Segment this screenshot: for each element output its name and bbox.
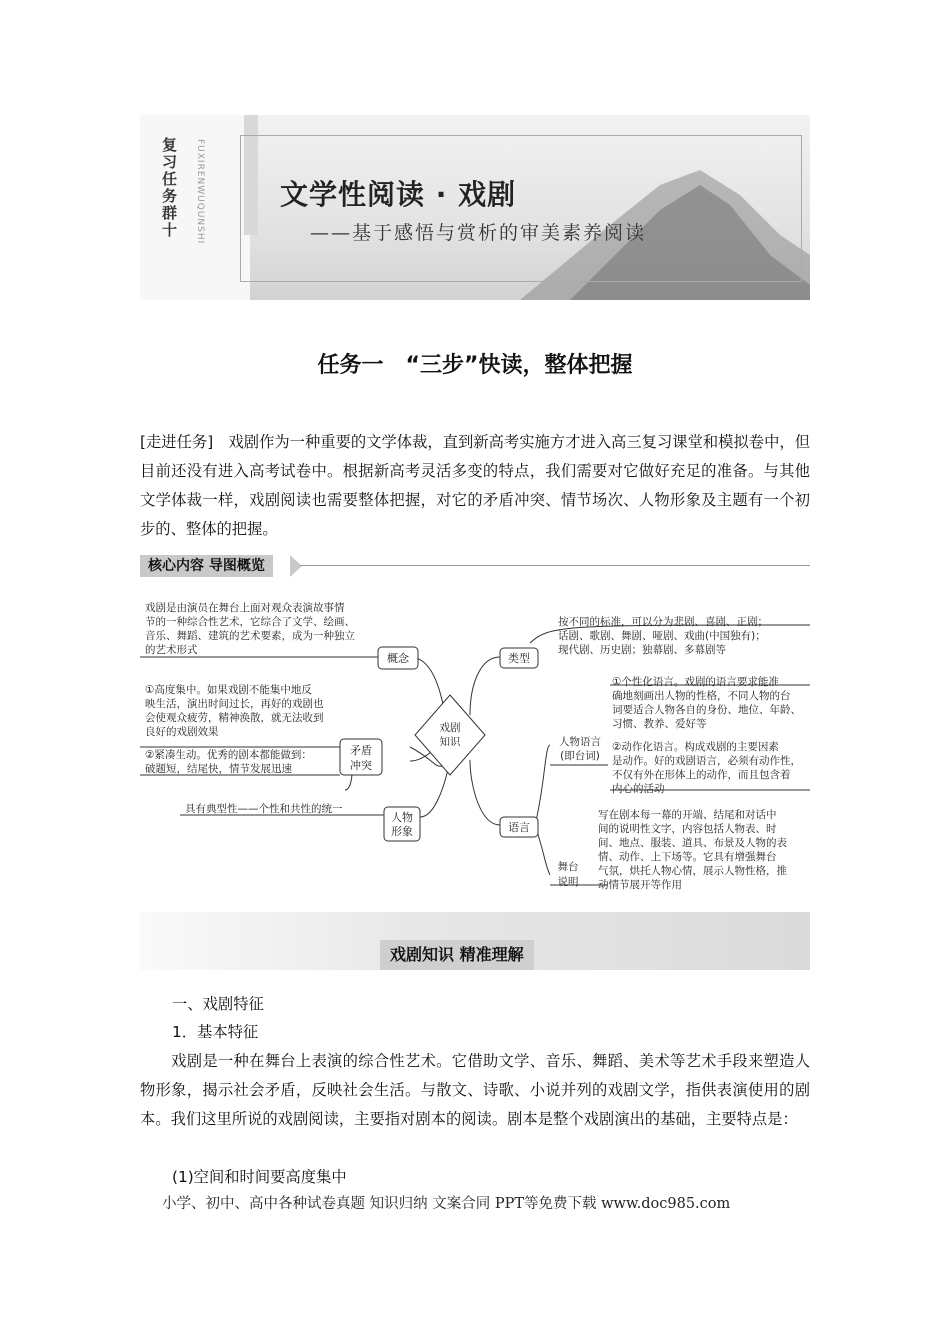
conflict-label: 冲突 [350, 759, 372, 772]
concept-line: 音乐、舞蹈、建筑的艺术要素，成为一种独立 [145, 630, 355, 642]
section2-label: 戏剧知识 精准理解 [380, 940, 534, 970]
dialogue-label: (即台词) [560, 750, 600, 762]
center-node [415, 695, 485, 775]
center-label: 戏剧 [439, 722, 461, 734]
section-bar-label: 核心内容 导图概览 [140, 555, 273, 577]
concept-label: 概念 [387, 652, 409, 665]
character-label: 形象 [391, 825, 413, 838]
dialogue2-line: 内心的活动 [612, 783, 665, 795]
character-label: 人物 [391, 811, 413, 824]
language-label: 语言 [508, 821, 530, 834]
types-label: 类型 [508, 652, 530, 665]
stage-label: 说明 [557, 876, 579, 888]
section-bar-rule [300, 565, 810, 566]
intro-paragraph [140, 428, 810, 544]
banner-title: 文学性阅读 · 戏剧 [280, 178, 517, 211]
arrow-icon [290, 555, 304, 577]
stage-line: 写在剧本每一幕的开端、结尾和对话中 [598, 809, 777, 821]
stage-line: 间的说明性文字，内容包括人物表、时 [598, 823, 777, 835]
banner-subtitle: ——基于感悟与赏析的审美素养阅读 [310, 222, 647, 244]
vertical-label: 复习任务群十 [162, 136, 178, 239]
body-paragraph: 戏剧是一种在舞台上表演的综合性艺术。它借助文学、音乐、舞蹈、美术等艺术手段来塑造人物形象，揭示社会矛盾，反映社会生活。与散文、诗歌、小说并列的戏剧文学，指供表演使用的剧本。我们这里所说的戏剧阅读，主要指对剧本的阅读。剧本是整个戏剧演出的基础，主要特点是： [140, 1052, 810, 1128]
types-line: 话剧、歌剧、舞剧、哑剧、戏曲(中国独有)； [558, 630, 766, 642]
types-line: 现代剧、历史剧；独幕剧、多幕剧等 [558, 644, 726, 656]
conflict-item2-line: 破题短，结尾快，情节发展迅速 [145, 763, 292, 775]
conflict-label: 矛盾 [350, 744, 372, 757]
dialogue1-line: 词要适合人物各自的身份、地位、年龄、 [612, 704, 801, 716]
conflict-item1-line: ①高度集中。如果戏剧不能集中地反 [145, 684, 312, 696]
center-label: 知识 [439, 736, 461, 748]
stage-line: 气氛，烘托人物心情，展示人物性格，推 [598, 865, 787, 877]
dialogue1-line: 确地刻画出人物的性格，不同人物的台 [612, 690, 791, 702]
footer-text: 小学、初中、高中各种试卷真题 知识归纳 文案合同 PPT等免费下载 www.doc985.com [162, 1196, 731, 1212]
dialogue1-line: 习惯、教养、爱好等 [612, 718, 707, 730]
dialogue2-line: ②动作化语言。构成戏剧的主要因素 [612, 741, 779, 753]
dialogue-label: 人物语言 [559, 736, 601, 748]
concept-line: 节的一种综合性艺术，它综合了文学、绘画、 [145, 616, 355, 628]
concept-line: 的艺术形式 [145, 644, 198, 656]
header-banner [140, 115, 810, 300]
dialogue2-line: 是动作。好的戏剧语言，必须有动作性， [612, 755, 801, 767]
intro-tag: [走进任务] [140, 433, 214, 451]
mindmap [140, 585, 810, 905]
heading-1: 一、戏剧特征 [172, 995, 264, 1013]
intro-text: 戏剧作为一种重要的文学体裁，直到新高考实施方才进入高三复习课堂和模拟卷中，但目前还没有进入高考试卷中。根据新高考灵活多变的特点，我们需要对它做好充足的准备。与其他文学体裁一样，戏剧阅读也需要整体把握，对它的矛盾冲突、情节场次、人物形象及主题有一个初步的、整体的把握。 [140, 433, 810, 538]
stage-line: 动情节展开等作用 [598, 879, 682, 891]
dialogue1-line: ①个性化语言。戏剧的语言要求能准 [612, 676, 779, 688]
section-bar-overview [140, 555, 810, 577]
task-title: 任务一 “三步”快读，整体把握 [317, 353, 633, 378]
section-bar-knowledge [140, 912, 810, 970]
types-line: 按不同的标准，可以分为悲剧、喜剧、正剧； [558, 616, 768, 628]
conflict-item1-line: 会使观众疲劳，精神涣散，就无法收到 [145, 712, 324, 724]
heading-2: 1．基本特征 [172, 1023, 259, 1041]
stage-label: 舞台 [557, 861, 579, 873]
character-text: 具有典型性——个性和共性的统一 [185, 803, 343, 815]
concept-line: 戏剧是由演员在舞台上面对观众表演故事情 [145, 602, 345, 614]
heading-3: (1)空间和时间要高度集中 [172, 1168, 347, 1186]
conflict-item2-line: ②紧凑生动。优秀的剧本都能做到： [145, 749, 312, 761]
dialogue2-line: 不仅有外在形体上的动作，而且包含着 [612, 769, 791, 781]
conflict-item1-line: 映生活，演出时间过长，再好的戏剧也 [145, 698, 324, 710]
conflict-item1-line: 良好的戏剧效果 [145, 726, 219, 738]
pinyin-label: FUXIRENWUQUNSHI [195, 139, 205, 245]
stage-line: 情、动作、上下场等。它具有增强舞台 [598, 851, 777, 863]
stage-line: 间、地点、服装、道具、布景及人物的表 [598, 837, 787, 849]
